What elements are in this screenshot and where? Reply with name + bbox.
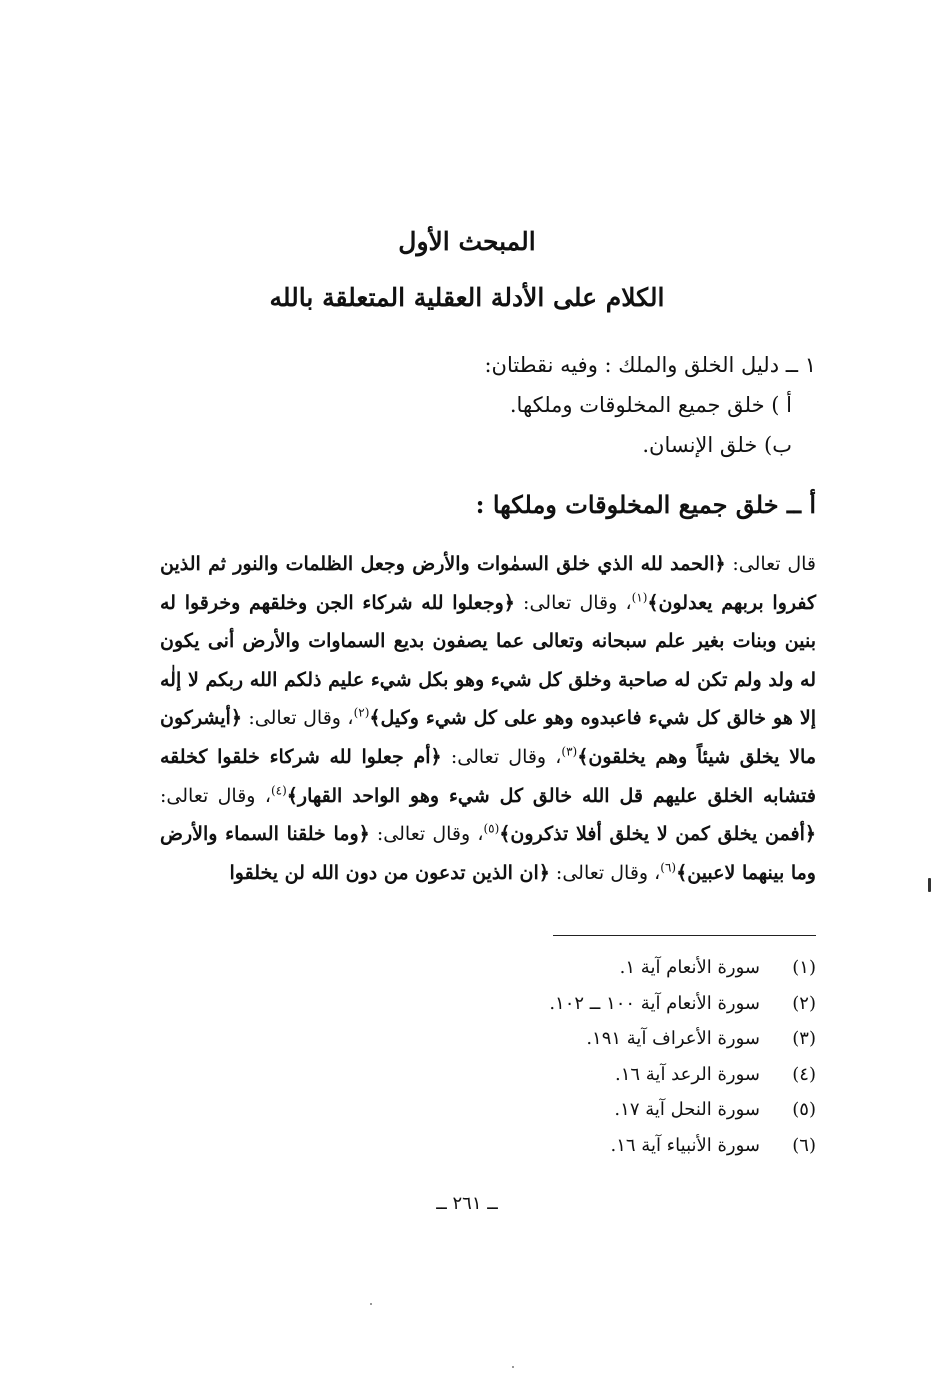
- intro-4: ، وقال تعالى:: [441, 745, 562, 768]
- body-paragraph: [160, 545, 816, 892]
- footnote-number: (٢): [792, 992, 816, 1014]
- verse-7: ﴿ان الذين تدعون من دون الله لن يخلقوا: [229, 861, 550, 884]
- footnote-number: (٥): [792, 1099, 816, 1120]
- footnote-text: سورة الأعراف آية ١٩١.: [586, 1028, 760, 1049]
- footnote-item: [396, 950, 816, 986]
- verse-4: ﴿أم جعلوا لله شركاء خلقوا كخلقه فتشابه الخلق عليهم قل الله خالق كل شيء وهو الواحد القهار﴾: [160, 745, 816, 807]
- footnote-number: (٦): [792, 1134, 816, 1156]
- footnote-item: [396, 1128, 816, 1164]
- footnote-ref-5: (٥): [483, 821, 500, 836]
- footnote-ref-2: (٢): [353, 706, 370, 721]
- section-title: المبحث الأول: [398, 227, 536, 256]
- footnote-text: سورة الأنبياء آية ١٦.: [610, 1134, 760, 1156]
- verse-5: ﴿أفمن يخلق كمن لا يخلق أفلا تذكرون﴾: [499, 823, 816, 846]
- section-subtitle: الكلام على الأدلة العقلية المتعلقة بالله: [269, 283, 665, 312]
- intro-5: ، وقال تعالى:: [160, 784, 271, 807]
- footnote-ref-3: (٣): [561, 744, 578, 759]
- footnote-item: [396, 986, 816, 1022]
- footnote-item: [396, 1057, 816, 1093]
- intro-3: ، وقال تعالى:: [241, 707, 354, 730]
- footnote-number: (١): [792, 957, 816, 978]
- footnote-text: سورة الأنعام آية ١٠٠ ــ ١٠٢.: [549, 992, 760, 1014]
- footnote-text: سورة الأنعام آية ١.: [619, 957, 760, 978]
- intro-1: قال تعالى:: [725, 553, 816, 575]
- footnote-ref-6: (٦): [660, 860, 677, 875]
- footnotes-list: [396, 950, 816, 1163]
- intro-6: ، وقال تعالى:: [369, 823, 484, 846]
- footnote-divider: [553, 935, 816, 936]
- footnote-number: (٤): [792, 1063, 816, 1085]
- outline-line-3: ب) خلق الإنسان.: [642, 433, 792, 457]
- verse-2: ﴿وجعلوا لله شركاء الجن وخلقهم وخرقوا له بنين وبنات بغير علم سبحانه وتعالى عما يصفون بديع السماوات والأرض أنى يكون له ولد ولم تكن له صاحبة وخلق كل شيء وهو بكل شيء عليم ذلكم الله ربكم لا إلٰه إلا هو خالق كل شيء فاعبدوه وهو على كل شيء وكيل﴾: [160, 591, 816, 730]
- subheading: أ ــ خلق جميع المخلوقات وملكها :: [475, 490, 816, 519]
- intro-7: ، وقال تعالى:: [549, 861, 661, 884]
- outline-line-1: ١ ــ دليل الخلق والملك : وفيه نقطتان:: [484, 353, 816, 377]
- verse-3: ﴿أيشركون مالا يخلق شيئاً وهم يخلقون﴾: [160, 707, 817, 768]
- scan-margin-mark: [928, 878, 931, 892]
- verse-1: ﴿الحمد لله الذي خلق السمٰوات والأرض وجعل الظلمات والنور ثم الذين كفروا بربهم يعدلون﴾: [160, 553, 817, 614]
- footnote-ref-4: (٤): [270, 783, 287, 798]
- footnote-item: [396, 1092, 816, 1128]
- verse-6: ﴿وما خلقنا السماء والأرض وما بينهما لاعبين﴾: [160, 823, 816, 884]
- outline-line-2: أ ) خلق جميع المخلوقات وملكها.: [509, 393, 792, 417]
- footnote-number: (٣): [792, 1028, 816, 1049]
- page-number: ــ ٢٦١ ــ: [436, 1193, 498, 1214]
- scan-speck: [370, 1303, 372, 1305]
- scan-speck: [512, 1366, 514, 1368]
- topic-outline: [256, 345, 816, 465]
- footnote-text: سورة الرعد آية ١٦.: [614, 1063, 760, 1085]
- footnote-item: [396, 1021, 816, 1057]
- footnote-ref-1: (١): [631, 590, 648, 605]
- footnote-text: سورة النحل آية ١٧.: [614, 1099, 760, 1120]
- intro-2: ، وقال تعالى:: [514, 591, 632, 614]
